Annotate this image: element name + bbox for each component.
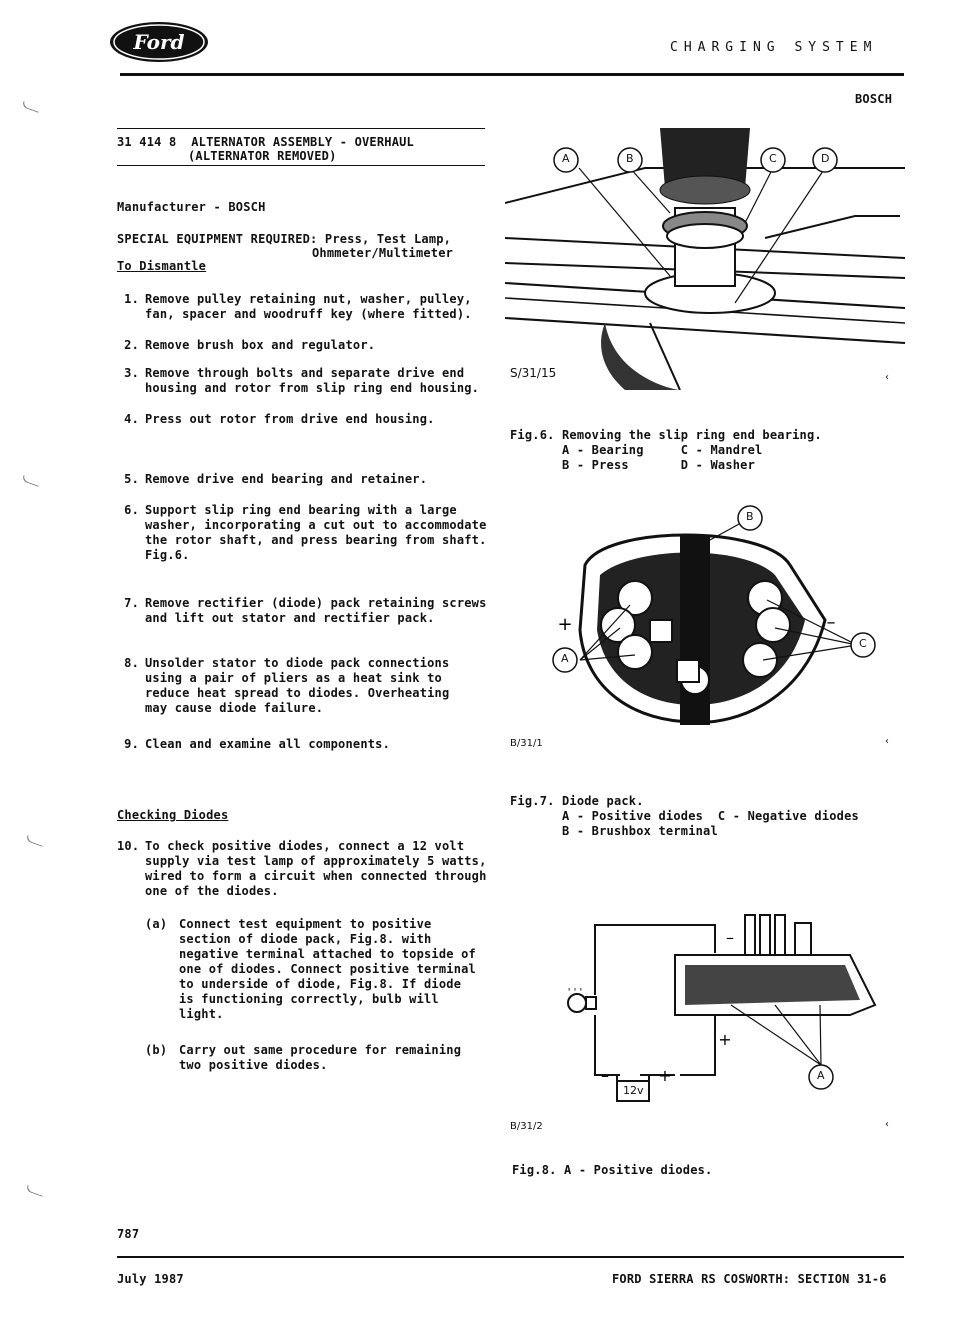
figure-8-caption: Fig.8. A - Positive diodes. [512, 1163, 713, 1177]
checking-heading: Checking Diodes [117, 808, 229, 822]
header-subtitle: BOSCH [855, 92, 893, 106]
svg-text:+: + [557, 614, 573, 635]
equipment-line1: SPECIAL EQUIPMENT REQUIRED: Press, Test Lamp, [117, 232, 452, 246]
step-text: Clean and examine all components. [145, 737, 391, 751]
fig8-reference: B/31/2 [510, 1121, 543, 1132]
step-number: 8. [124, 656, 139, 670]
fig8-battery-label: 12v [623, 1084, 644, 1097]
equipment-line2: Ohmmeter/Multimeter [312, 246, 454, 260]
figure-8-illustration [505, 895, 905, 1135]
step-number: 5. [124, 472, 139, 486]
fig7-corner-mark: ‹ [885, 736, 889, 747]
margin-mark [22, 475, 41, 487]
logo-text: Ford [133, 30, 185, 54]
fig8-callout-a: A [817, 1069, 825, 1082]
section-heading: 31 414 8 ALTERNATOR ASSEMBLY - OVERHAUL [117, 135, 414, 149]
svg-text:+: + [718, 1030, 732, 1049]
substep-label: (b) [145, 1043, 168, 1057]
svg-text:–: – [601, 1066, 609, 1085]
svg-text:–: – [826, 612, 836, 633]
fig7-callout-c: C [859, 637, 867, 650]
fig6-reference: S/31/15 [510, 366, 557, 380]
footer-rule [117, 1256, 904, 1258]
page-header-title: CHARGING SYSTEM [670, 40, 878, 55]
step-number: 1. [124, 292, 139, 306]
substep-label: (a) [145, 917, 168, 931]
footer-date: July 1987 [117, 1272, 184, 1286]
step-text: Press out rotor from drive end housing. [145, 412, 435, 426]
step-number: 4. [124, 412, 139, 426]
step-number: 10. [117, 839, 140, 853]
svg-text:+: + [658, 1066, 672, 1085]
step-text: Remove brush box and regulator. [145, 338, 376, 352]
page-number: 787 [117, 1227, 140, 1241]
step-text: Remove pulley retaining nut, washer, pulley, fan, spacer and woodruff key (where fitted). [145, 292, 472, 321]
fig7-callout-a: A [561, 652, 569, 665]
svg-text:–: – [726, 928, 734, 947]
step-number: 2. [124, 338, 139, 352]
figure-6-caption: Fig.6. Removing the slip ring end bearing. A - Bearing C - Mandrel B - Press D - Washer [510, 428, 822, 472]
substep-text: Carry out same procedure for remaining two positive diodes. [179, 1043, 462, 1072]
step-text: Remove rectifier (diode) pack retaining screws and lift out stator and rectifier pack. [145, 596, 487, 625]
fig6-corner-mark: ‹ [885, 372, 889, 383]
step-number: 6. [124, 503, 139, 517]
step-number: 7. [124, 596, 139, 610]
step-text: Remove drive end bearing and retainer. [145, 472, 428, 486]
fig6-callout-a: A [562, 152, 570, 165]
fig6-callout-c: C [769, 152, 777, 165]
figure-6-illustration [505, 128, 905, 390]
fig6-callout-d: D [821, 152, 830, 165]
fig7-reference: B/31/1 [510, 738, 543, 749]
substep-text: Connect test equipment to positive section of diode pack, Fig.8. with negative terminal attached to topside of one of diodes. Connect positive terminal to underside of diode, Fig.8. If diode is functioning correctly, bulb will light. [179, 917, 476, 1021]
step-number: 9. [124, 737, 139, 751]
manufacturer-line: Manufacturer - BOSCH [117, 200, 266, 214]
dismantle-heading: To Dismantle [117, 259, 207, 273]
fig7-callout-b: B [746, 510, 754, 523]
fig8-corner-mark: ‹ [885, 1119, 889, 1130]
fig6-callout-b: B [626, 152, 634, 165]
step-text: Remove through bolts and separate drive end housing and rotor from slip ring end housing. [145, 366, 480, 395]
margin-mark [26, 1185, 45, 1197]
step-number: 3. [124, 366, 139, 380]
margin-mark [22, 101, 41, 113]
substeps [145, 0, 505, 1100]
section-subheading: (ALTERNATOR REMOVED) [188, 149, 337, 163]
step-text: Unsolder stator to diode pack connections using a pair of pliers as a heat sink to reduce heat spread to diodes. Overheating may cause diode failure. [145, 656, 450, 715]
svg-text:' ' ': ' ' ' [567, 987, 583, 998]
margin-mark [26, 835, 45, 847]
figure-7-caption: Fig.7. Diode pack. A - Positive diodes C - Negative diodes B - Brushbox terminal [510, 794, 859, 838]
figure-7-illustration [505, 500, 905, 750]
footer-section: FORD SIERRA RS COSWORTH: SECTION 31-6 [612, 1272, 887, 1286]
step-text: To check positive diodes, connect a 12 volt supply via test lamp of approximately 5 watts, wired to form a circuit when connected through one of the diodes. [145, 839, 487, 898]
step-text: Support slip ring end bearing with a large washer, incorporating a cut out to accommodate the rotor shaft, and press bearing from shaft. Fig.6. [145, 503, 487, 562]
